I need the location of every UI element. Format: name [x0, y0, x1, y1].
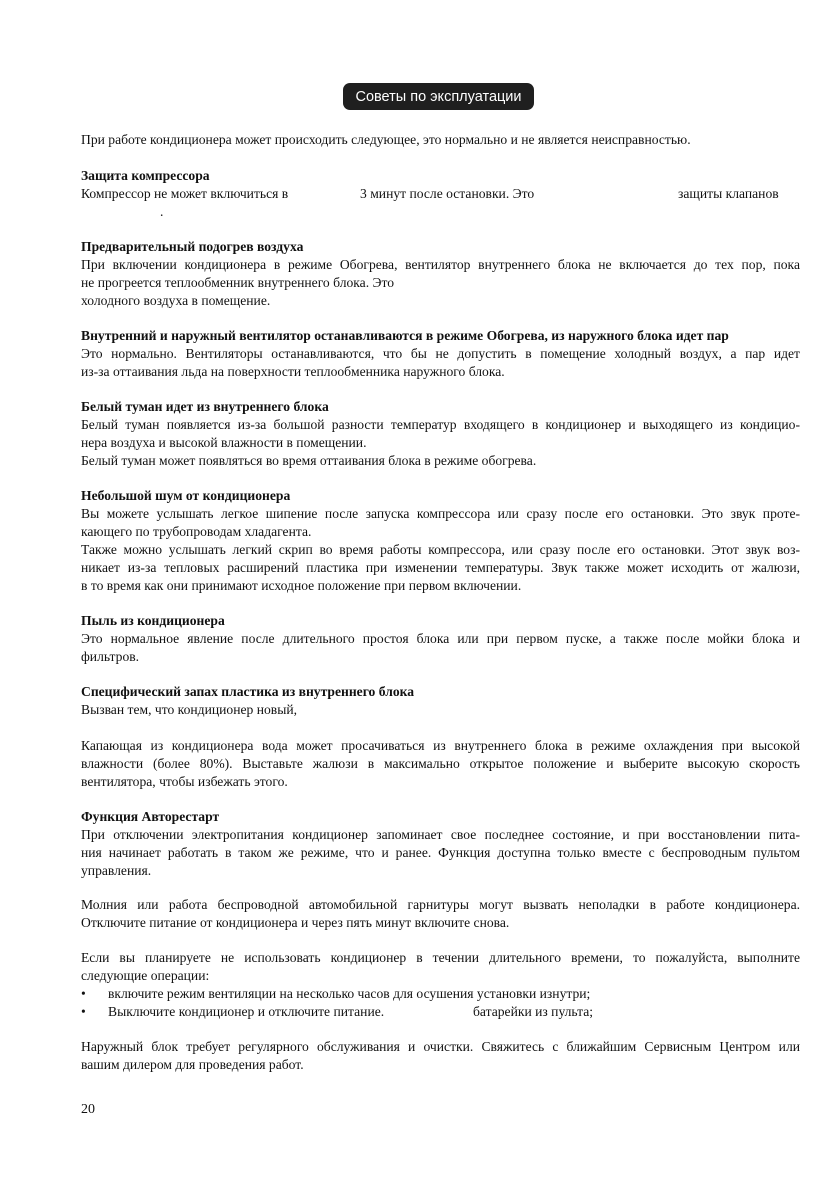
- section-title-badge: [343, 83, 534, 110]
- section-title: Советы по эксплуатации: [355, 88, 522, 105]
- noise-line-1: Вы можете услышать легкое шипение после запуска компрессора или сразу после его остановки. Это звук проте-: [81, 506, 800, 521]
- heading-fans: Внутренний и наружный вентилятор останавливаются в режиме Обогрева, из наружного блока идет пар: [81, 328, 729, 343]
- document-page: [81, 0, 800, 1192]
- page-number: 20: [81, 1102, 95, 1117]
- heading-compressor: Защита компрессора: [81, 168, 210, 183]
- drip-line-1: Капающая из кондиционера вода может просачиваться из внутреннего блока в режиме охлаждения при высокой: [81, 738, 800, 753]
- bullet-2: •: [81, 1004, 86, 1019]
- bullet-1: •: [81, 986, 86, 1001]
- lightning-line-1: Молния или работа беспроводной автомобильной гарнитуры могут вызвать неполадки в работе кондиционера.: [81, 897, 800, 912]
- noise-line-2: кающего по трубопроводам хладагента.: [81, 524, 312, 539]
- compressor-text-2: 3 минут после остановки. Это: [360, 186, 535, 201]
- dust-line-1: Это нормальное явление после длительного простоя блока или при первом пуске, а также после мойки блока и: [81, 631, 800, 646]
- noise-line-5: в то время как они принимают исходное положение при первом включении.: [81, 578, 522, 593]
- smell-line-1: Вызван тем, что кондиционер новый,: [81, 702, 298, 717]
- fog-line-3: Белый туман может появляться во время оттаивания блока в режиме обогрева.: [81, 453, 537, 468]
- heading-preheat: Предварительный подогрев воздуха: [81, 239, 304, 254]
- dust-line-2: фильтров.: [81, 649, 140, 664]
- compressor-text-4: .: [160, 204, 164, 219]
- heading-smell: Специфический запах пластика из внутреннего блока: [81, 684, 415, 699]
- fog-line-2: нера воздуха и высокой влажности в помещении.: [81, 435, 367, 450]
- lightning-line-2: Отключите питание от кондиционера и через пять минут включите снова.: [81, 915, 510, 930]
- fans-line-2: из-за оттаивания льда на поверхности теплообменника наружного блока.: [81, 364, 505, 379]
- noise-line-3: Также можно услышать легкий скрип во время работы компрессора, или сразу после его остановки. Этот звук воз-: [81, 542, 800, 557]
- fog-line-1: Белый туман появляется из-за большой разности температур входящего в кондиционер и выходящего из кондицио-: [81, 417, 800, 432]
- autorestart-line-3: управления.: [81, 863, 152, 878]
- intro-text: При работе кондиционера может происходить следующее, это нормально и не является неисправностью.: [81, 132, 691, 147]
- longterm-item-2b: батарейки из пульта;: [473, 1004, 594, 1019]
- longterm-item-1: включите режим вентиляции на несколько часов для осушения установки изнутри;: [108, 986, 591, 1001]
- service-line-2: вашим дилером для проведения работ.: [81, 1057, 304, 1072]
- preheat-line-1: При включении кондиционера в режиме Обогрева, вентилятор внутреннего блока не включается до тех пор, пока: [81, 257, 800, 272]
- fans-line-1: Это нормально. Вентиляторы останавливаются, что бы не допустить в помещение холодный воздух, а пар идет: [81, 346, 800, 361]
- preheat-line-3: холодного воздуха в помещение.: [81, 293, 271, 308]
- longterm-line-2: следующие операции:: [81, 968, 210, 983]
- compressor-text-3: защиты клапанов: [678, 186, 779, 201]
- heading-dust: Пыль из кондиционера: [81, 613, 225, 628]
- heading-noise: Небольшой шум от кондиционера: [81, 488, 291, 503]
- heading-autorestart: Функция Авторестарт: [81, 809, 220, 824]
- drip-line-2: влажности (более 80%). Выставьте жалюзи в максимально открытое положение и выберите высокую скорость: [81, 756, 800, 771]
- preheat-line-2: не прогреется теплообменник внутреннего блока. Это: [81, 275, 395, 290]
- longterm-line-1: Если вы планируете не использовать кондиционер в течении длительного времени, то пожалуйста, выполните: [81, 950, 800, 965]
- drip-line-3: вентилятора, чтобы избежать этого.: [81, 774, 288, 789]
- compressor-text-1: Компрессор не может включиться в: [81, 186, 289, 201]
- autorestart-line-1: При отключении электропитания кондиционер запоминает свое последнее состояние, и при восстановлении пита-: [81, 827, 800, 842]
- longterm-item-2a: Выключите кондиционер и отключите питание.: [108, 1004, 385, 1019]
- heading-fog: Белый туман идет из внутреннего блока: [81, 399, 329, 414]
- service-line-1: Наружный блок требует регулярного обслуживания и очистки. Свяжитесь с ближайшим Сервисным Центром или: [81, 1039, 800, 1054]
- autorestart-line-2: ния начинает работать в таком же режиме, что и ранее. Функция доступна только вместе с беспроводным пультом: [81, 845, 800, 860]
- noise-line-4: никает из-за тепловых расширений пластика при изменении температуры. Звук также может исходить от жалюзи,: [81, 560, 800, 575]
